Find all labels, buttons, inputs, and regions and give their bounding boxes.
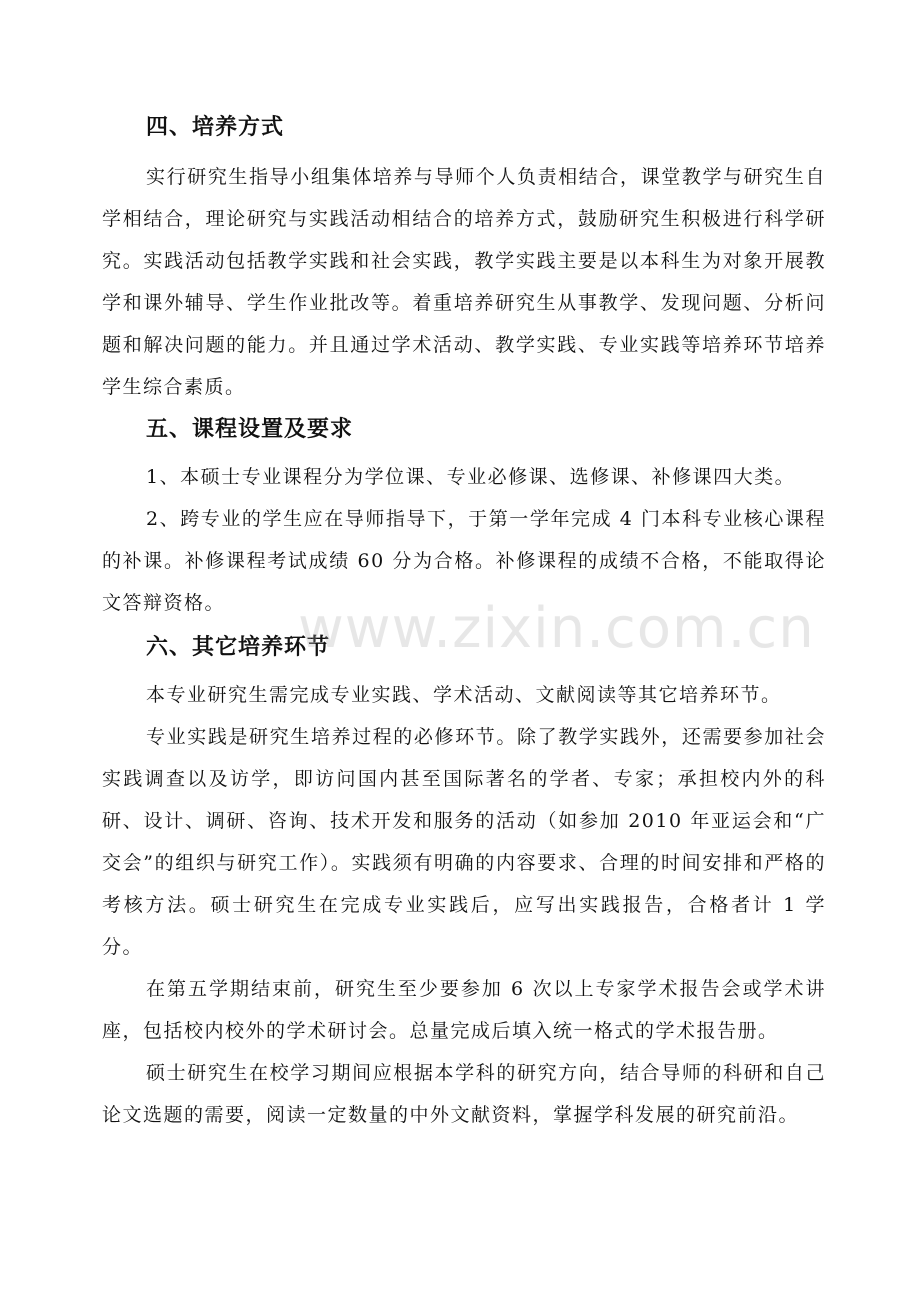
section-heading-curriculum: 五、课程设置及要求 <box>146 417 354 442</box>
paragraph-curriculum-categories: 1、本硕士专业课程分为学位课、专业必修课、选修课、补修课四大类。 <box>146 466 796 488</box>
paragraph-literature-reading: 硕士研究生在校学习期间应根据本学科的研究方向，结合导师的科研和自己论文选题的需要，阅读一定数量的中外文献资料，掌握学科发展的研究前沿。 <box>102 1062 826 1126</box>
paragraph-other-training-intro: 本专业研究生需完成专业实践、学术活动、文献阅读等其它培养环节。 <box>146 684 782 706</box>
paragraph-curriculum-remedial: 2、跨专业的学生应在导师指导下，于第一学年完成 4 门本科专业核心课程的补课。补修课程考试成绩 60 分为合格。补修课程的成绩不合格，不能取得论文答辩资格。 <box>102 508 826 614</box>
paragraph-professional-practice: 专业实践是研究生培养过程的必修环节。除了教学实践外，还需要参加社会实践调查以及访学，即访问国内甚至国际著名的学者、专家；承担校内外的科研、设计、调研、咨询、技术开发和服务的活动（如参加 2010 年亚运会和“广交会”的组织与研究工作）。实践须有明确的内容要求、合理的时间安排和严格的考核方法。硕士研究生在完成专业实践后，应写出实践报告，合格者计 1 学分。 <box>102 726 826 958</box>
section-heading-other-training: 六、其它培养环节 <box>146 635 331 660</box>
document-body <box>102 108 826 1136</box>
paragraph-training-method: 实行研究生指导小组集体培养与导师个人负责相结合，课堂教学与研究生自学相结合，理论研究与实践活动相结合的培养方式，鼓励研究生积极进行科学研究。实践活动包括教学实践和社会实践，教学实践主要是以本科生为对象开展教学和课外辅导、学生作业批改等。着重培养研究生从事教学、发现问题、分析问题和解决问题的能力。并且通过学术活动、教学实践、专业实践等培养环节培养学生综合素质。 <box>102 166 826 398</box>
watermark-text: www.zixin.com.cn <box>298 596 815 661</box>
section-heading-training-method: 四、培养方式 <box>146 115 285 140</box>
paragraph-academic-activities: 在第五学期结束前，研究生至少要参加 6 次以上专家学术报告会或学术讲座，包括校内校外的学术研讨会。总量完成后填入统一格式的学术报告册。 <box>102 978 826 1042</box>
